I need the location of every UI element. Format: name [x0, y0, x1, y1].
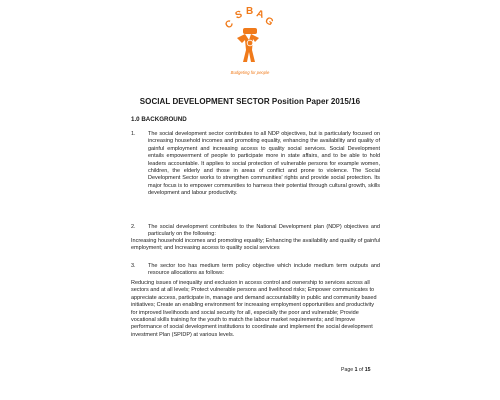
- logo-letter-s: S: [233, 9, 244, 22]
- page-title: SOCIAL DEVELOPMENT SECTOR Position Paper 2015/16: [139, 97, 361, 106]
- csbag-logo: [215, 2, 285, 90]
- logo-letter-b: B: [246, 6, 254, 17]
- logo-letter-c: C: [223, 18, 236, 32]
- item-number: 2.: [131, 224, 136, 230]
- footer-of-word: of: [358, 367, 364, 373]
- page-footer: [341, 367, 370, 373]
- item-number: 1.: [131, 131, 136, 137]
- logo-figure: [237, 28, 259, 62]
- paragraph-item-2: The social development contributes to the National Development plan (NDP) objectives and particularly on the following:: [148, 224, 380, 238]
- paragraph-item-3-followup: Reducing issues of inequality and exclusion in access control and ownership to services across all sectors and at all levels; Protect vulnerable persons and livelihood risks; Empower communicates to appreciate access, participate in, manage and demand accountability in public and community based initiatives; Create an enabling environment for increasing employment opportunities and productivity for improved livelihoods and social security for all, especially the poor and vulnerable; Provide vocational skills training for the youth to match the labour market requirements; and Improve performance of social development institutions to coordinate and implement the social development investment Plan (SPIDP) at various levels.: [131, 280, 377, 338]
- logo-tagline: Budgeting for people: [230, 70, 270, 75]
- item-number: 3.: [131, 263, 136, 269]
- footer-current-page: 1: [354, 367, 358, 373]
- footer-total-pages: 15: [364, 367, 371, 373]
- paragraph-item-2-followup: Increasing household incomes and promoting equality; Enhancing the availability and quality of gainful employment; and Increasing access to quality social services: [131, 238, 380, 252]
- section-heading: 1.0 BACKGROUND: [131, 116, 187, 123]
- paragraph-item-1: The social development sector contributes to all NDP objectives, but is particularly focused on increasing household incomes and promoting equality, enhancing the availability and quality of gainful employment and increasing access to quality social services. Social Development entails empowerment of people to participate more in state affairs, and to be able to hold leaders accountable. It applies to social protection of vulnerable persons for example women, children, the elderly and those in areas of conflict and prone to violence. The Social Development Sector works to strengthen communities' rights and provide social protection. Its major focus is to empower communities to harness their potential through cultural growth, skills development and labour productivity.: [148, 131, 380, 197]
- logo-letter-g: G: [262, 15, 276, 29]
- logo-letter-a: A: [254, 8, 266, 21]
- footer-page-word: Page: [341, 367, 354, 373]
- paragraph-item-3: The sector too has medium term policy objective which include medium term outputs and resource allocations as follows:: [148, 263, 380, 277]
